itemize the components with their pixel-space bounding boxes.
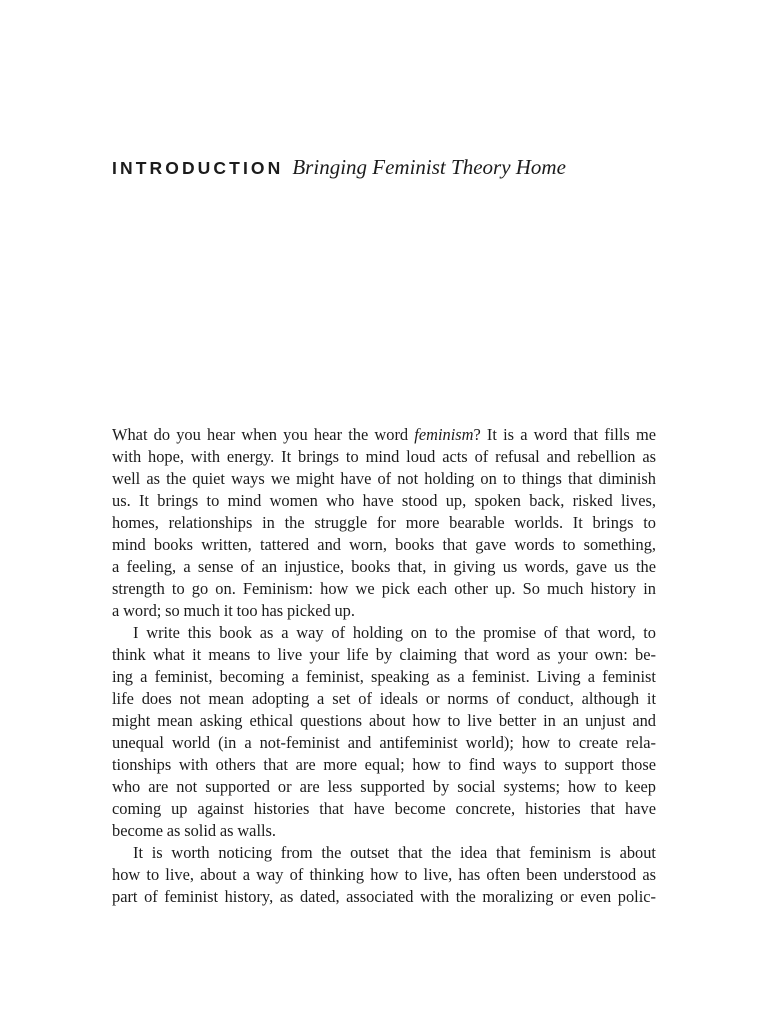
text-line: a feeling, a sense of an injustice, books that, in giving us words, gave us the	[112, 557, 656, 576]
text-line: I write this book as a way of holding on to the promise of that word, to	[133, 623, 656, 642]
chapter-title: Bringing Feminist Theory Home	[292, 155, 566, 179]
paragraph	[112, 622, 656, 842]
chapter-heading	[112, 154, 672, 183]
text-line: It is worth noticing from the outset that the idea that feminism is about	[133, 843, 656, 862]
chapter-label: INTRODUCTION	[112, 158, 284, 178]
text-segment: What do you hear when you hear the word	[112, 425, 415, 444]
text-line: with hope, with energy. It brings to mind loud acts of refusal and rebellion as	[112, 447, 656, 466]
text-line: part of feminist history, as dated, associated with the moralizing or even polic-	[112, 887, 656, 906]
text-line: life does not mean adopting a set of ideals or norms of conduct, although it	[112, 689, 656, 708]
text-line: us. It brings to mind women who have stood up, spoken back, risked lives,	[112, 491, 656, 510]
text-line: well as the quiet ways we might have of not holding on to things that diminish	[112, 469, 656, 488]
text-line: ing a feminist, becoming a feminist, speaking as a feminist. Living a feminist	[112, 667, 656, 686]
text-line: who are not supported or are less supported by social systems; how to keep	[112, 777, 656, 796]
text-line: strength to go on. Feminism: how we pick each other up. So much history in	[112, 579, 656, 598]
text-line: mind books written, tattered and worn, books that gave words to something,	[112, 535, 656, 554]
text-segment: ? It is a word that fills me	[473, 425, 656, 444]
text-line: think what it means to live your life by claiming that word as your own: be-	[112, 645, 656, 664]
emphasis-word: feminism	[414, 425, 474, 444]
text-line: become as solid as walls.	[112, 821, 277, 840]
text-line: a word; so much it too has picked up.	[112, 601, 355, 620]
text-line: homes, relationships in the struggle for more bearable worlds. It brings to	[112, 513, 656, 532]
text-line: unequal world (in a not-feminist and antifeminist world); how to create rela-	[112, 733, 656, 752]
text-line	[112, 424, 656, 446]
text-line: tionships with others that are more equal; how to find ways to support those	[112, 755, 656, 774]
body-text	[112, 424, 656, 908]
text-line: coming up against histories that have become concrete, histories that have	[112, 799, 656, 818]
text-line: how to live, about a way of thinking how to live, has often been understood as	[112, 865, 656, 884]
text-line: might mean asking ethical questions about how to live better in an unjust and	[112, 711, 656, 730]
paragraph	[112, 842, 656, 908]
paragraph	[112, 424, 656, 622]
